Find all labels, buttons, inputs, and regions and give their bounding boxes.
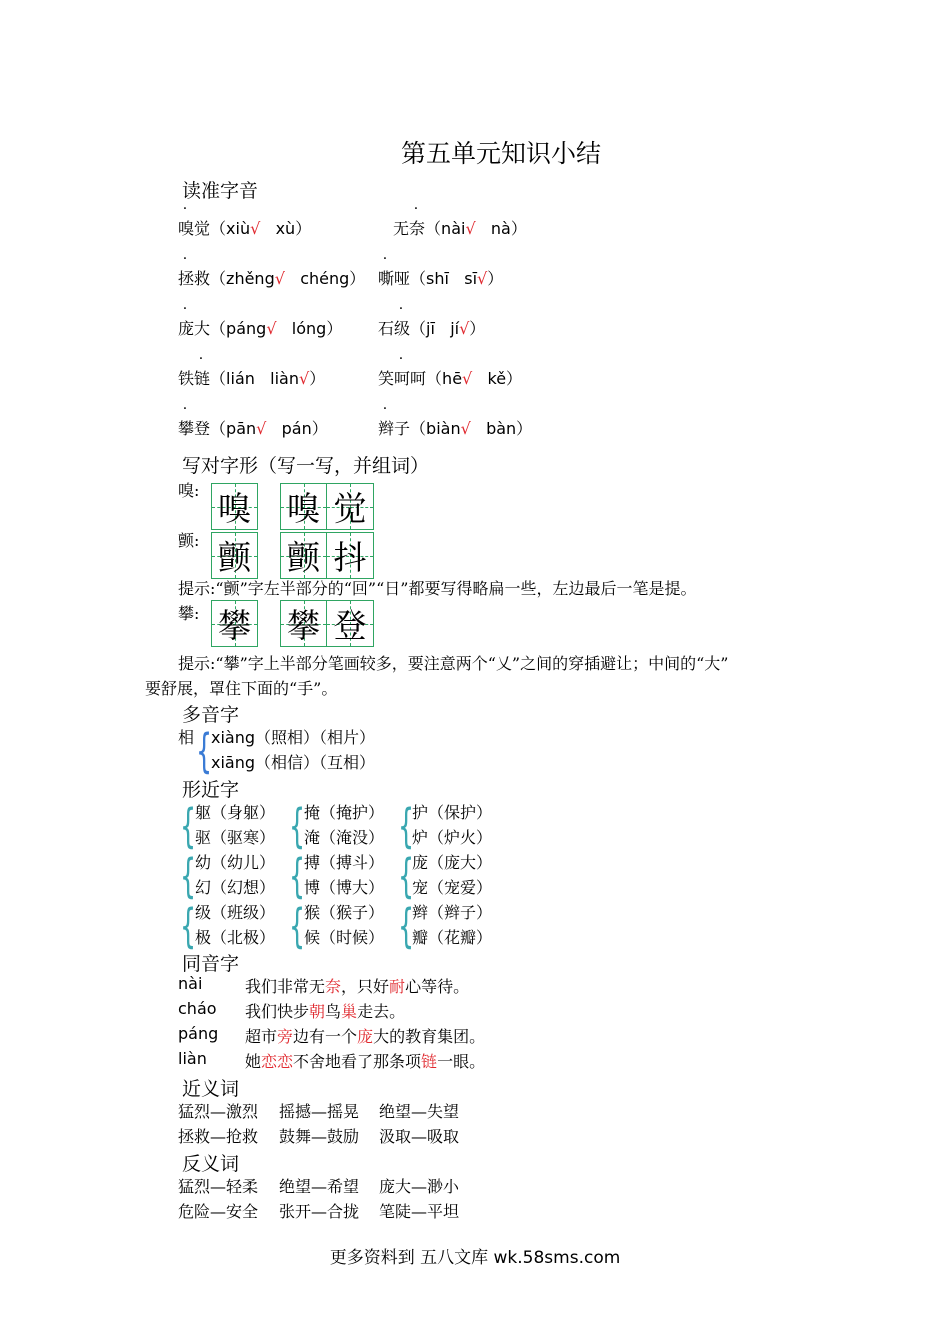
word-char: 辫 <box>378 419 395 438</box>
similar-char-item: 淹（淹没） <box>304 828 385 847</box>
similar-char-item: 博（博大） <box>304 878 385 897</box>
gap <box>277 319 292 338</box>
synonyms-pair: 鼓舞—鼓励 <box>279 1127 360 1146</box>
paren: ） <box>326 319 343 338</box>
gap <box>472 369 487 388</box>
pronunciation-item <box>393 216 527 239</box>
polyphone-line-2: xiāng（相信）（互相） <box>211 753 376 772</box>
highlight-char: 奈 <box>325 977 342 996</box>
page-title: 第五单元知识小结 <box>400 139 601 168</box>
homophone-sentence <box>245 974 469 997</box>
sentence-part: 边有一个 <box>293 1027 358 1046</box>
section-homophone: 同音字 <box>182 953 240 975</box>
synonyms-pair: 摇撼—摇晃 <box>279 1102 360 1121</box>
grid-cell: 觉 <box>327 483 374 530</box>
pinyin-option: jí <box>450 319 460 338</box>
writing-grid-pandeng <box>280 600 374 647</box>
writing-grid-xiujue <box>280 483 374 530</box>
sentence-part: 她 <box>245 1052 262 1071</box>
gap <box>435 319 450 338</box>
synonyms-pair: 绝望—失望 <box>379 1102 460 1121</box>
sentence-part: 大的教育集团。 <box>373 1027 486 1046</box>
paren: （ <box>210 319 227 338</box>
footer-text: 更多资料到 五八文库 <box>329 1248 494 1268</box>
section-polyphone: 多音字 <box>182 704 240 726</box>
similar-char-item: 掩（掩护） <box>304 803 385 822</box>
gap <box>266 419 281 438</box>
sentence-part: 不舍地看了那条项 <box>293 1052 422 1071</box>
synonyms-pair: 猛烈—激烈 <box>178 1102 259 1121</box>
word-char: 攀 <box>178 419 195 438</box>
word-char: 铁 <box>178 369 195 388</box>
glyph-label-xiu: 嗅: <box>178 481 200 500</box>
grid-cell: 颤 <box>280 532 327 579</box>
brace: { <box>289 849 306 903</box>
gap <box>260 219 275 238</box>
writing-grid-chan <box>211 532 258 579</box>
paren: ） <box>309 369 326 388</box>
pinyin-option: bàn <box>486 419 517 438</box>
highlight-char: 旁 <box>277 1027 294 1046</box>
paren: ） <box>510 219 527 238</box>
grid-cell: 登 <box>327 600 374 647</box>
grid-cell: 攀 <box>211 600 258 647</box>
check-mark: √ <box>274 269 285 288</box>
pinyin-option: xiù <box>226 219 251 238</box>
word-char: 登 <box>194 419 211 438</box>
paren: ） <box>311 419 328 438</box>
word-char: 哑 <box>394 269 411 288</box>
paren: （ <box>410 319 427 338</box>
pinyin-option: nài <box>441 219 466 238</box>
section-synonyms: 近义词 <box>182 1078 240 1100</box>
section-pronunciation: 读准字音 <box>182 180 259 202</box>
sentence-part: 我们快步 <box>245 1002 310 1021</box>
sentence-part: 超市 <box>245 1027 278 1046</box>
pronunciation-item <box>178 366 325 389</box>
pinyin-option: xù <box>275 219 296 238</box>
pronunciation-item <box>178 266 365 289</box>
check-mark: √ <box>250 219 261 238</box>
homophone-sentence <box>245 1049 485 1072</box>
tip-pan-line1: 提示:“攀”字上半部分笔画较多，要注意两个“乂”之间的穿插避让；中间的“大” <box>178 654 729 673</box>
word-char: 无 <box>393 219 410 238</box>
homophone-pinyin: páng <box>178 1024 219 1043</box>
paren: （ <box>210 369 227 388</box>
pinyin-option: zhěng <box>226 269 275 288</box>
paren: （ <box>210 419 227 438</box>
word-char: 石 <box>378 319 395 338</box>
paren: （ <box>425 219 442 238</box>
similar-char-item: 候（时候） <box>304 928 385 947</box>
pinyin-option: pān <box>226 419 257 438</box>
antonyms-pair: 笔陡—平坦 <box>379 1202 460 1221</box>
word-char: 级 <box>394 319 411 338</box>
section-similar: 形近字 <box>182 779 240 801</box>
polyphone-char: 相 <box>178 728 195 747</box>
brace: { <box>398 899 415 953</box>
brace: { <box>289 799 306 853</box>
similar-char-item: 级（班级） <box>195 903 276 922</box>
gap <box>255 369 270 388</box>
check-mark: √ <box>256 419 267 438</box>
pinyin-option: páng <box>226 319 267 338</box>
homophone-sentence <box>245 999 405 1022</box>
pinyin-option: liàn <box>270 369 299 388</box>
footer-link[interactable]: wk.58sms.com <box>493 1248 621 1268</box>
gap <box>471 419 486 438</box>
word-char: 大 <box>194 319 211 338</box>
pinyin-option: sī <box>464 269 478 288</box>
sentence-part: 心等待。 <box>405 977 470 996</box>
check-mark: √ <box>266 319 277 338</box>
highlight-char: 巢 <box>341 1002 358 1021</box>
homophone-pinyin: liàn <box>178 1049 207 1068</box>
check-mark: √ <box>462 369 473 388</box>
paren: ） <box>349 269 366 288</box>
pinyin-option: jī <box>426 319 435 338</box>
writing-grid-chandou <box>280 532 374 579</box>
synonyms-pair: 拯救—抢救 <box>178 1127 259 1146</box>
word-char: 嗅 <box>178 219 195 238</box>
pinyin-option: pán <box>281 419 312 438</box>
synonyms-pair: 汲取—吸取 <box>379 1127 460 1146</box>
grid-cell: 颤 <box>211 532 258 579</box>
pinyin-option: chéng <box>300 269 350 288</box>
pronunciation-item <box>378 266 503 289</box>
similar-char-item: 搏（搏斗） <box>304 853 385 872</box>
homophone-pinyin: nài <box>178 974 203 993</box>
paren: ） <box>516 419 533 438</box>
glyph-label-pan: 攀: <box>178 604 200 623</box>
paren: ） <box>487 269 504 288</box>
paren: （ <box>410 419 427 438</box>
similar-char-item: 幼（幼儿） <box>195 853 276 872</box>
pronunciation-item <box>178 316 342 339</box>
paren: ） <box>506 369 523 388</box>
pronunciation-item <box>378 366 522 389</box>
antonyms-pair: 危险—安全 <box>178 1202 259 1221</box>
word-char: 觉 <box>194 219 211 238</box>
brace: { <box>196 724 213 778</box>
word-char: 子 <box>394 419 411 438</box>
grid-cell: 抖 <box>327 532 374 579</box>
similar-char-item: 宠（宠爱） <box>412 878 493 897</box>
sentence-part: 我们非常无 <box>245 977 326 996</box>
word-char: 救 <box>194 269 211 288</box>
check-mark: √ <box>299 369 310 388</box>
word-char: 笑 <box>378 369 395 388</box>
brace: { <box>180 799 197 853</box>
pronunciation-item <box>178 416 328 439</box>
similar-char-item: 炉（炉火） <box>412 828 493 847</box>
pinyin-option: lián <box>226 369 255 388</box>
section-glyph: 写对字形（写一写，并组词） <box>182 455 430 477</box>
glyph-label-chan: 颤: <box>178 531 200 550</box>
check-mark: √ <box>477 269 488 288</box>
similar-char-item: 驱（驱寒） <box>195 828 276 847</box>
check-mark: √ <box>459 319 470 338</box>
brace: { <box>180 849 197 903</box>
paren: ） <box>469 319 486 338</box>
polyphone-line-1: xiàng（照相）（相片） <box>211 728 376 747</box>
word-char: 庞 <box>178 319 195 338</box>
pinyin-option: lóng <box>291 319 327 338</box>
similar-char-item: 护（保护） <box>412 803 493 822</box>
tip-chan: 提示:“颤”字左半部分的“回”“日”都要写得略扁一些，左边最后一笔是提。 <box>178 579 697 598</box>
word-char: 链 <box>194 369 211 388</box>
antonyms-pair: 绝望—希望 <box>279 1177 360 1196</box>
sentence-part: 鸟 <box>325 1002 342 1021</box>
paren: （ <box>426 369 443 388</box>
paren: （ <box>210 269 227 288</box>
similar-char-item: 猴（猴子） <box>304 903 385 922</box>
gap <box>285 269 300 288</box>
check-mark: √ <box>465 219 476 238</box>
brace: { <box>180 899 197 953</box>
section-antonyms: 反义词 <box>182 1153 240 1175</box>
check-mark: √ <box>460 419 471 438</box>
pinyin-option: kě <box>487 369 507 388</box>
antonyms-pair: 张开—合拢 <box>279 1202 360 1221</box>
sentence-part: 一眼。 <box>437 1052 486 1071</box>
gap <box>476 219 491 238</box>
sentence-part: 走去。 <box>357 1002 406 1021</box>
pronunciation-item <box>378 416 532 439</box>
highlight-char: 恋恋 <box>261 1052 294 1071</box>
sentence-part: ，只好 <box>341 977 390 996</box>
footer <box>0 1243 950 1268</box>
pronunciation-item <box>178 216 311 239</box>
similar-char-item: 辫（辫子） <box>412 903 493 922</box>
paren: （ <box>410 269 427 288</box>
similar-char-item: 庞（庞大） <box>412 853 493 872</box>
brace: { <box>398 799 415 853</box>
highlight-char: 耐 <box>389 977 406 996</box>
paren: ） <box>295 219 312 238</box>
antonyms-pair: 庞大—渺小 <box>379 1177 460 1196</box>
tip-pan-line2: 要舒展，罩住下面的“手”。 <box>145 679 338 698</box>
similar-char-item: 幻（幻想） <box>195 878 276 897</box>
paren: （ <box>210 219 227 238</box>
highlight-char: 朝 <box>309 1002 326 1021</box>
similar-char-item: 极（北极） <box>195 928 276 947</box>
highlight-char: 庞 <box>357 1027 374 1046</box>
grid-cell: 攀 <box>280 600 327 647</box>
grid-cell: 嗅 <box>211 483 258 530</box>
similar-char-item: 瓣（花瓣） <box>412 928 493 947</box>
similar-char-item: 躯（身躯） <box>195 803 276 822</box>
highlight-char: 链 <box>421 1052 438 1071</box>
word-char: 拯 <box>178 269 195 288</box>
homophone-sentence <box>245 1024 485 1047</box>
homophone-pinyin: cháo <box>178 999 217 1018</box>
pronunciation-item <box>378 316 485 339</box>
pinyin-option: hē <box>442 369 463 388</box>
pinyin-option: shī <box>426 269 449 288</box>
pinyin-option: nà <box>490 219 511 238</box>
grid-cell: 嗅 <box>280 483 327 530</box>
word-char: 呵呵 <box>394 369 427 388</box>
antonyms-pair: 猛烈—轻柔 <box>178 1177 259 1196</box>
word-char: 嘶 <box>378 269 395 288</box>
writing-grid-xiu <box>211 483 258 530</box>
writing-grid-pan <box>211 600 258 647</box>
brace: { <box>289 899 306 953</box>
word-char: 奈 <box>409 219 426 238</box>
gap <box>449 269 464 288</box>
brace: { <box>398 849 415 903</box>
pinyin-option: biàn <box>426 419 461 438</box>
